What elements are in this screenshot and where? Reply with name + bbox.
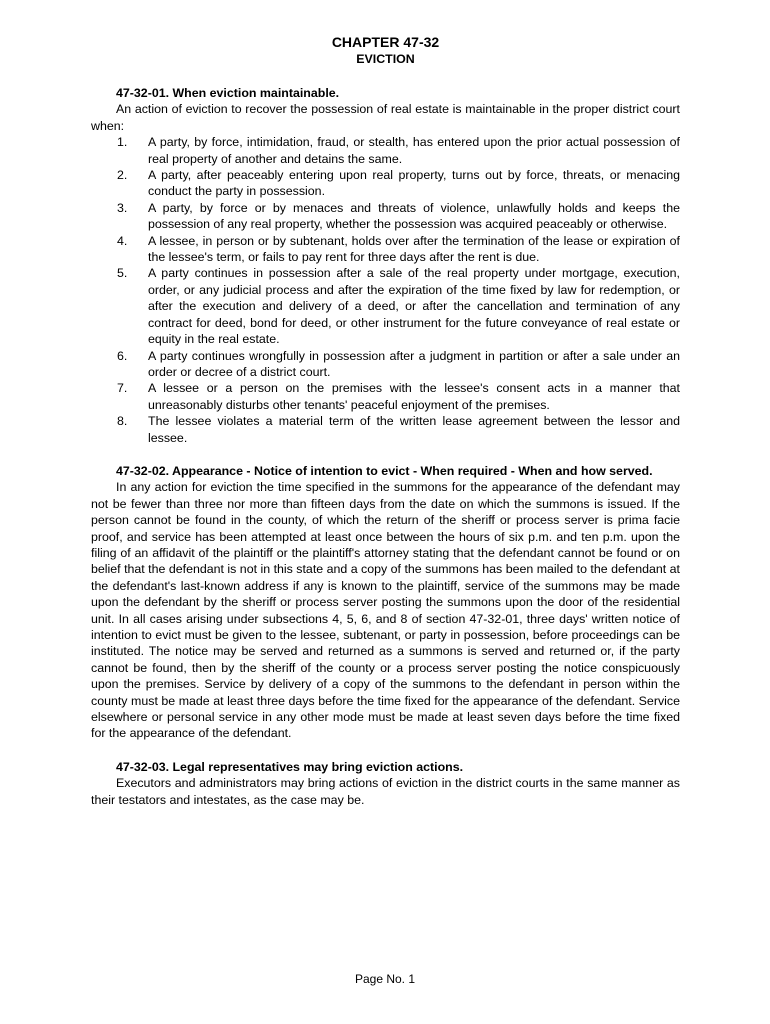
list-item-text: A lessee or a person on the premises with the lessee's consent acts in a manner that unreasonably disturbs other tenants' peaceful enjoyment of the premises. [148, 381, 680, 412]
list-item-number: 5. [117, 266, 128, 281]
list-item [91, 233, 680, 266]
document-page [91, 34, 680, 825]
subsection-list [91, 134, 680, 446]
list-item [91, 134, 680, 167]
list-item-number: 6. [117, 348, 128, 363]
list-item-text: The lessee violates a material term of the written lease agreement between the lessor and lessee. [148, 414, 680, 445]
list-item-number: 1. [117, 135, 128, 150]
list-item [91, 265, 680, 347]
section-heading: 47-32-01. When eviction maintainable. [116, 86, 340, 100]
list-item [91, 200, 680, 233]
chapter-number: CHAPTER 47-32 [331, 34, 440, 50]
list-item-text: A party continues in possession after a sale of the real property under mortgage, execution, order, or any judicial process and after the expiration of the time fixed by law for redemption, or after the execution and delivery of a deed, or after the cancellation and termination of any contract for deed, bond for deed, or other instrument for the future conveyance of real estate or equity in the real estate. [148, 266, 680, 347]
section-body: Executors and administrators may bring actions of eviction in the district courts in the same manner as their testators and intestates, as the case may be. [91, 776, 680, 807]
list-item-text: A party, after peaceably entering upon real property, turns out by force, threats, or menacing conduct the party in possession. [148, 168, 680, 199]
section-47-32-02 [91, 463, 680, 742]
list-item-number: 4. [117, 233, 128, 248]
list-item [91, 380, 680, 413]
section-body: In any action for eviction the time specified in the summons for the appearance of the defendant may not be fewer than three nor more than fifteen days from the date on which the summons is issued. If the person cannot be found in the county, of which the return of the sheriff or process server is prima facie proof, and service has been attempted at least once between the hours of six p.m. and ten p.m. upon the filing of an affidavit of the plaintiff or the plaintiff's attorney stating that the defendant cannot be found or on belief that the defendant is not in this state and a copy of the summons has been mailed to the defendant at the defendant's last-known address if any is known to the plaintiff, service of the summons may be made upon the defendant by the sheriff or process server posting the summons upon the door of the residential unit. In all cases arising under subsections 4, 5, 6, and 8 of section 47-32-01, three days' written notice of intention to evict must be given to the lessee, subtenant, or party in possession, before proceedings can be instituted. The notice may be served and returned as a summons is served and returned or, if the party cannot be found, then by the sheriff of the county or a process server posting the notice conspicuously upon the premises. Service by delivery of a copy of the summons to the defendant in person within the county must be made at least three days before the time fixed for the appearance of the defendant. Service elsewhere or personal service in any other mode must be made at least seven days before the time fixed for the appearance of the defendant. [91, 480, 680, 741]
list-item-text: A party continues wrongfully in possession after a judgment in partition or after a sale under an order or decree of a district court. [148, 348, 680, 379]
section-47-32-01 [91, 85, 680, 446]
section-47-32-03 [91, 759, 680, 808]
list-item [91, 348, 680, 381]
list-item-number: 7. [117, 381, 128, 396]
section-heading: 47-32-02. Appearance - Notice of intention to evict - When required - When and how served. [116, 463, 653, 478]
list-item-text: A party, by force or by menaces and threats of violence, unlawfully holds and keeps the possession of any real property, whether the possession was acquired peaceably or otherwise. [148, 200, 680, 232]
list-item-text: A lessee, in person or by subtenant, holds over after the termination of the lease or expiration of the lessee's term, or fails to pay rent for three days after the rent is due. [148, 233, 680, 265]
chapter-title: EVICTION [356, 52, 415, 66]
page-number: Page No. 1 [354, 972, 416, 986]
section-heading: 47-32-03. Legal representatives may bring eviction actions. [116, 759, 464, 774]
list-item-number: 3. [117, 200, 128, 215]
section-intro: An action of eviction to recover the possession of real estate is maintainable in the proper district court when: [91, 102, 680, 133]
list-item-number: 2. [117, 168, 128, 183]
list-item [91, 413, 680, 446]
list-item [91, 167, 680, 200]
list-item-number: 8. [117, 414, 128, 429]
list-item-text: A party, by force, intimidation, fraud, or stealth, has entered upon the prior actual possession of real property of another and detains the same. [148, 135, 680, 166]
